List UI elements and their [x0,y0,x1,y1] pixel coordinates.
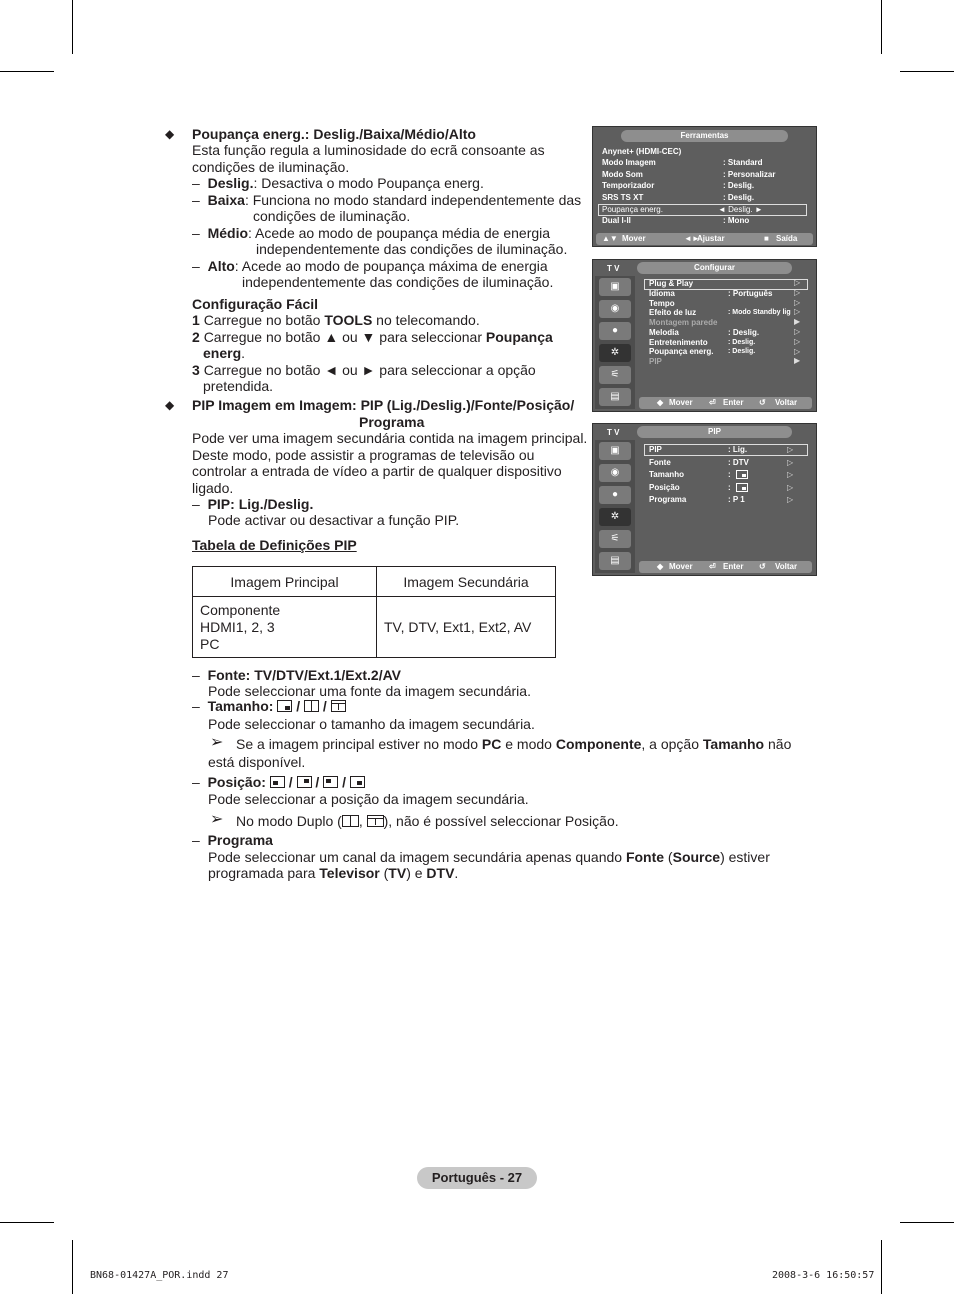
menu-item-value: : Standard [723,158,763,167]
menu-item-disabled: PIP [649,357,662,366]
section-title: Poupança energ.: Deslig./Baixa/Médio/Alto [192,126,476,142]
tools-menu-screenshot [592,126,817,247]
menu-item-value: : Mono [723,216,750,225]
list-item: – Tamanho: / / [192,698,346,715]
paragraph: Pode ver uma imagem secundária contida na imagem principal. [192,430,588,446]
menu-item-value: : Português [728,289,773,298]
adjust-icon: ◄► [684,234,700,243]
menu-item: Tamanho [649,470,684,479]
menu-sidebar [595,440,635,573]
pip-position-bottom-left-icon [270,776,285,788]
table-header: Imagem Secundária [377,567,556,597]
menu-title: PIP [637,426,792,438]
sound-icon: ◉ [599,300,631,318]
menu-item-value: : Deslig. [723,181,755,190]
table-cell: Componente HDMI1, 2, 3 PC [193,597,377,658]
menu-item-value: : Deslig. [728,339,756,346]
move-icon: ◆ [657,398,664,407]
note-arrow-icon: ➢ [210,734,224,751]
list-item-desc: Pode seleccionar o tamanho da imagem secundária. [208,716,535,732]
menu-item-selected: Plug & Play [649,279,694,288]
bullet-diamond-icon: ◆ [165,127,175,141]
tv-label: T V [607,264,620,273]
section-title: PIP Imagem em Imagem: PIP (Lig./Deslig.)/Fonte/Posição/ [192,397,575,413]
tv-label: T V [607,428,620,437]
list-item-continuation: independentemente das condições de iluminação. [256,241,568,257]
crop-mark [72,1240,73,1294]
list-item-desc: Pode seleccionar a posição da imagem secundária. [208,791,529,807]
note: No modo Duplo ( , ), não é possível seleccionar Posição. [236,813,619,829]
channel-icon: ● [599,322,631,340]
pip-menu-screenshot [592,423,817,576]
menu-item-disabled: Montagem parede [649,318,718,327]
menu-item-value: : Personalizar [723,170,776,179]
table-header: Imagem Principal [193,567,377,597]
step-continuation: pretendida. [203,378,274,394]
input-icon: ⚟ [599,366,631,384]
submenu-arrow-icon: ▷ ▷ ▷ ▷ ▷ [787,445,794,504]
step-continuation: energ. [203,345,246,361]
paragraph: controlar a entrada de vídeo a partir de qualquer dispositivo [192,463,562,479]
pip-size-small-icon [277,700,292,712]
print-footer-file: BN68-01427A_POR.indd 27 [90,1270,229,1281]
menu-item-selected: PIP [649,445,662,454]
list-item-desc: Pode seleccionar um canal da imagem secundária apenas quando Fonte (Source) estiver [208,849,770,865]
channel-icon: ● [599,486,631,504]
paragraph: Esta função regula a luminosidade do ecrã consoante as [192,142,545,158]
list-item: – Médio: Acede ao modo de poupança média de energia [192,225,551,241]
subsection-title: Configuração Fácil [192,296,319,312]
menu-footer: ◆ Mover ⏎ Enter ↺ Voltar [639,397,812,409]
step: 2 Carregue no botão ▲ ou ▼ para seleccionar Poupança [192,329,553,345]
menu-item-value: : DTV [728,458,749,467]
menu-item: Idioma [649,289,675,298]
crop-mark [72,0,73,54]
crop-mark [881,1240,882,1294]
setup-menu-screenshot [592,259,817,412]
section-title-continuation: Programa [359,414,425,430]
list-item: – Posição: / / / [192,774,365,791]
menu-item: Efeito de luz [649,308,697,317]
input-icon: ⚟ [599,530,631,548]
list-item-continuation: condições de iluminação. [253,208,411,224]
crop-mark [881,0,882,54]
menu-item-value: : [728,483,731,492]
crop-mark [0,71,54,72]
picture-icon: ▣ [599,278,631,296]
menu-item-selected: Poupança energ. [602,205,663,214]
sound-icon: ◉ [599,464,631,482]
table-title: Tabela de Definições PIP [192,537,357,553]
menu-item: Modo Som [602,170,643,179]
list-item-continuation: independentemente das condições de iluminação. [242,274,554,290]
menu-item-value: : Deslig. [728,348,756,355]
paragraph: ligado. [192,480,234,496]
pip-settings-table [192,566,556,658]
menu-item-value: : P 1 [728,495,745,504]
step: 1 Carregue no botão TOOLS no telecomando. [192,312,480,328]
menu-item-value: : Lig. [728,445,748,454]
menu-item: Entretenimento [649,338,708,347]
paragraph: Deste modo, pode assistir a programas de televisão ou [192,447,535,463]
menu-item: Temporizador [602,181,655,190]
menu-item-value: ◄ Deslig. ► [718,205,763,214]
exit-icon: ■ [764,234,769,243]
pip-size-double-wide-icon [331,700,346,712]
crop-mark [0,1222,54,1223]
move-icon: ◆ [657,562,664,571]
menu-item: Melodia [649,328,679,337]
note-arrow-icon: ➢ [210,811,224,828]
menu-title: Ferramentas [621,130,788,142]
setup-icon: ✲ [599,344,631,362]
menu-item: Modo Imagem [602,158,656,167]
menu-item: Poupança energ. [649,347,714,356]
list-item: – Fonte: TV/DTV/Ext.1/Ext.2/AV [192,667,402,683]
note: Se a imagem principal estiver no modo PC e modo Componente, a opção Tamanho não [236,736,792,752]
pip-size-double-icon [342,815,359,827]
list-item: – Alto: Acede ao modo de poupança máxima de energia [192,258,548,274]
page-number-badge: Português - 27 [417,1167,537,1189]
list-item: – Baixa: Funciona no modo standard independentemente das [192,192,582,208]
bullet-diamond-icon: ◆ [165,398,175,412]
move-icon: ▲▼ [602,234,618,243]
menu-item: Dual l-ll [602,216,631,225]
menu-item: SRS TS XT [602,193,644,202]
menu-selection [644,444,808,456]
list-item: – Programa [192,832,273,848]
print-footer-date: 2008-3-6 16:50:57 [772,1270,875,1281]
pip-size-double-wide-icon [367,815,384,827]
setup-icon: ✲ [599,508,631,526]
crop-mark [900,71,954,72]
step: 3 Carregue no botão ◄ ou ► para seleccionar a opção [192,362,536,378]
pip-size-icon [736,470,748,479]
menu-item: Anynet+ (HDMI-CEC) [602,147,682,156]
menu-item-value: : Deslig. [723,193,755,202]
list-item-desc: Pode seleccionar uma fonte da imagem secundária. [208,683,531,699]
support-icon: ▤ [599,552,631,570]
pip-position-top-right-icon [297,776,312,788]
crop-mark [900,1222,954,1223]
pip-position-bottom-right-icon [350,776,365,788]
note-continuation: está disponível. [208,754,306,770]
menu-item: Programa [649,495,687,504]
picture-icon: ▣ [599,442,631,460]
menu-title: Configurar [637,262,792,274]
enter-icon: ⏎ [709,562,716,571]
return-icon: ↺ [759,562,766,571]
paragraph: condições de iluminação. [192,159,350,175]
menu-item: Tempo [649,299,675,308]
list-item: – PIP: Lig./Deslig. [192,496,314,512]
menu-sidebar [595,276,635,409]
list-item-desc: Pode activar ou desactivar a função PIP. [208,512,460,528]
menu-item-value: : [728,470,731,479]
menu-item: Posição [649,483,680,492]
table-cell: TV, DTV, Ext1, Ext2, AV [377,597,556,658]
pip-position-top-left-icon [323,776,338,788]
menu-item-value: : Modo Standby lig [728,309,791,316]
list-item: – Deslig.: Desactiva o modo Poupança energ. [192,175,484,191]
menu-footer: ▲▼ Mover ◄► Ajustar ■ Saída [596,233,813,245]
menu-item: Fonte [649,458,671,467]
pip-position-icon [736,483,748,492]
submenu-arrow-icon: ▷ ▷ ▷ ▷ ▶ ▷ ▷ ▷ ▶ [794,278,801,366]
menu-item-value: : Deslig. [728,328,760,337]
pip-size-double-icon [304,700,319,712]
menu-footer: ◆ Mover ⏎ Enter ↺ Voltar [639,561,812,573]
return-icon: ↺ [759,398,766,407]
support-icon: ▤ [599,388,631,406]
enter-icon: ⏎ [709,398,716,407]
list-item-desc: programada para Televisor (TV) e DTV. [208,865,459,881]
